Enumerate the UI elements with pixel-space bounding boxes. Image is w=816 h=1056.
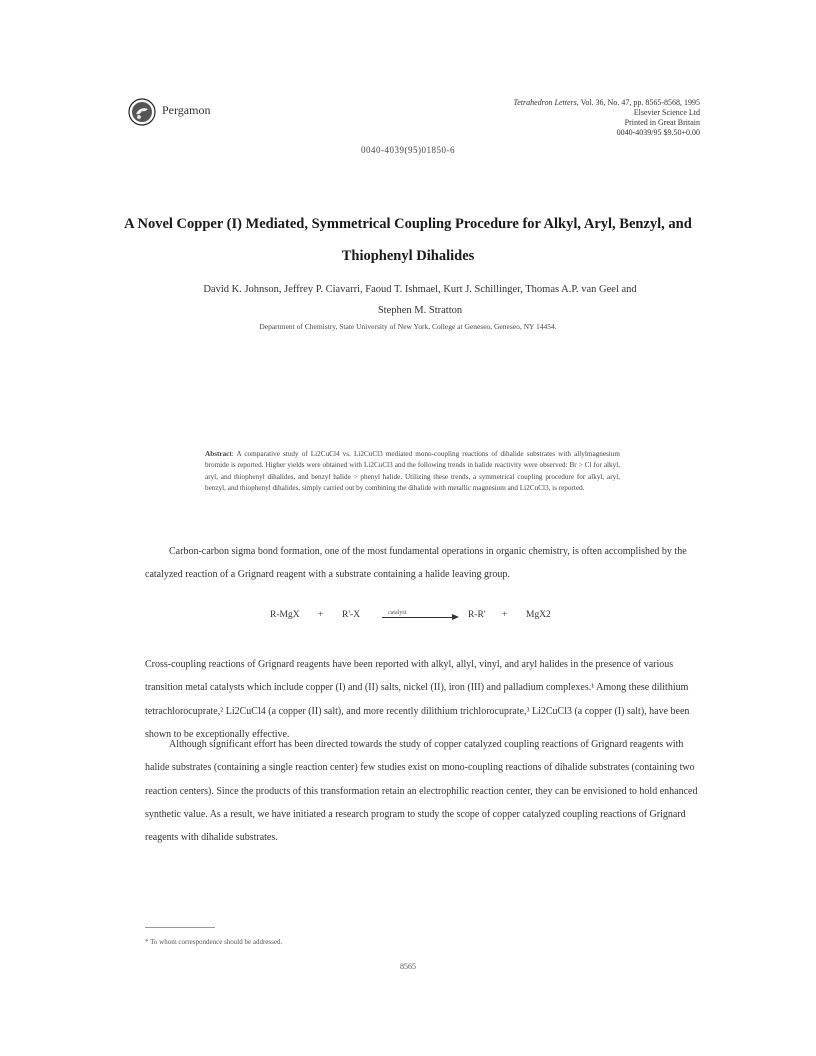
- reaction-arrow-head: [452, 614, 459, 620]
- footnote-divider: [145, 927, 215, 928]
- publisher-name: Pergamon: [162, 103, 211, 117]
- journal-details: , Vol. 36, No. 47, pp. 8565-8568, 1995: [576, 98, 700, 107]
- doi: 0040-4039(95)01850-6: [361, 145, 455, 155]
- body-paragraph-1: Carbon-carbon sigma bond formation, one of the most fundamental operations in organic chemistry, is often accomplished by the catalyzed reaction of a Grignard reagent with a substrate containing a halide leaving group.: [145, 546, 687, 581]
- equation-catalyst: catalyst: [388, 610, 407, 616]
- abstract: [205, 449, 620, 494]
- body-paragraph-2: Cross-coupling reactions of Grignard reagents have been reported with alkyl, allyl, vinyl, and aryl halides in the presence of various transition metal catalysts which include copper (I) and (II) salts, nickel (II), iron (III) and palladium complexes.¹ Among these dilithium tetrachlorocuprate,² Li2CuCl4 (a copper (II) salt), and more recently dilithium trichlorocuprate,³ Li2CuCl3 (a copper (I) salt), have been shown to be exceptionally effective.: [145, 659, 690, 740]
- equation-plus-2: +: [502, 610, 508, 620]
- paper-title: A Novel Copper (I) Mediated, Symmetrical Coupling Procedure for Alkyl, Aryl, Benzyl, and Thiophenyl Dihalides: [124, 216, 692, 264]
- equation-plus-1: +: [318, 610, 324, 620]
- journal-info: [514, 98, 700, 138]
- journal-printed: Printed in Great Britain: [624, 118, 700, 127]
- abstract-label: Abstract: [205, 450, 232, 458]
- reaction-equation: [270, 606, 590, 626]
- author-list: [150, 279, 690, 321]
- journal-name: Tetrahedron Letters: [513, 98, 577, 107]
- page-number: 8565: [400, 962, 416, 971]
- affiliation: Department of Chemistry, State University of New York, College at Geneseo, Geneseo, NY 14454.: [259, 322, 557, 331]
- journal-publisher: Elsevier Science Ltd: [633, 108, 700, 117]
- equation-reactant-1: R-MgX: [270, 610, 300, 620]
- authors-line-2: Stephen M. Stratton: [377, 305, 463, 316]
- abstract-text: : A comparative study of Li2CuCl4 vs. Li2CuCl3 mediated mono-coupling reactions of dihalide substrates with allylmagnesium bromide is reported. Higher yields were obtained with Li2CuCl3 and the following trends in halide reactivity were observed: Br > Cl for alkyl, aryl, and thiophenyl dihalides, and benzyl halide > phenyl halide. Utilizing these trends, a symmetrical coupling procedure for alkyl, aryl, benzyl, and thiophenyl dihalides, simply carried out by combining the dihalide with metallic magnesium and Li2CuCl3, is reported.: [205, 450, 620, 492]
- reaction-arrow: [382, 617, 454, 618]
- body-paragraph-3: Although significant effort has been directed towards the study of copper catalyzed coupling reactions of Grignard reagents with halide substrates (containing a single reaction center) few studies exist on mono-coupling reactions of dihalide substrates (containing two reaction centers). Since the products of this transformation retain an electrophilic reaction center, they can be envisioned to hold enhanced synthetic value. As a result, we have initiated a research program to study the scope of copper catalyzed coupling reactions of Grignard reagents with dihalide substrates.: [145, 739, 698, 844]
- equation-product: R-R': [468, 610, 486, 620]
- footnote: * To whom correspondence should be addressed.: [145, 938, 283, 946]
- authors-line-1: David K. Johnson, Jeffrey P. Ciavarri, Faoud T. Ishmael, Kurt J. Schillinger, Thomas A.P. van Geel and: [203, 284, 637, 295]
- journal-price: 0040-4039/95 $9.50+0.00: [616, 128, 700, 137]
- equation-byproduct: MgX2: [526, 610, 551, 620]
- publisher-logo: [128, 98, 156, 126]
- equation-reactant-2: R'-X: [342, 610, 361, 620]
